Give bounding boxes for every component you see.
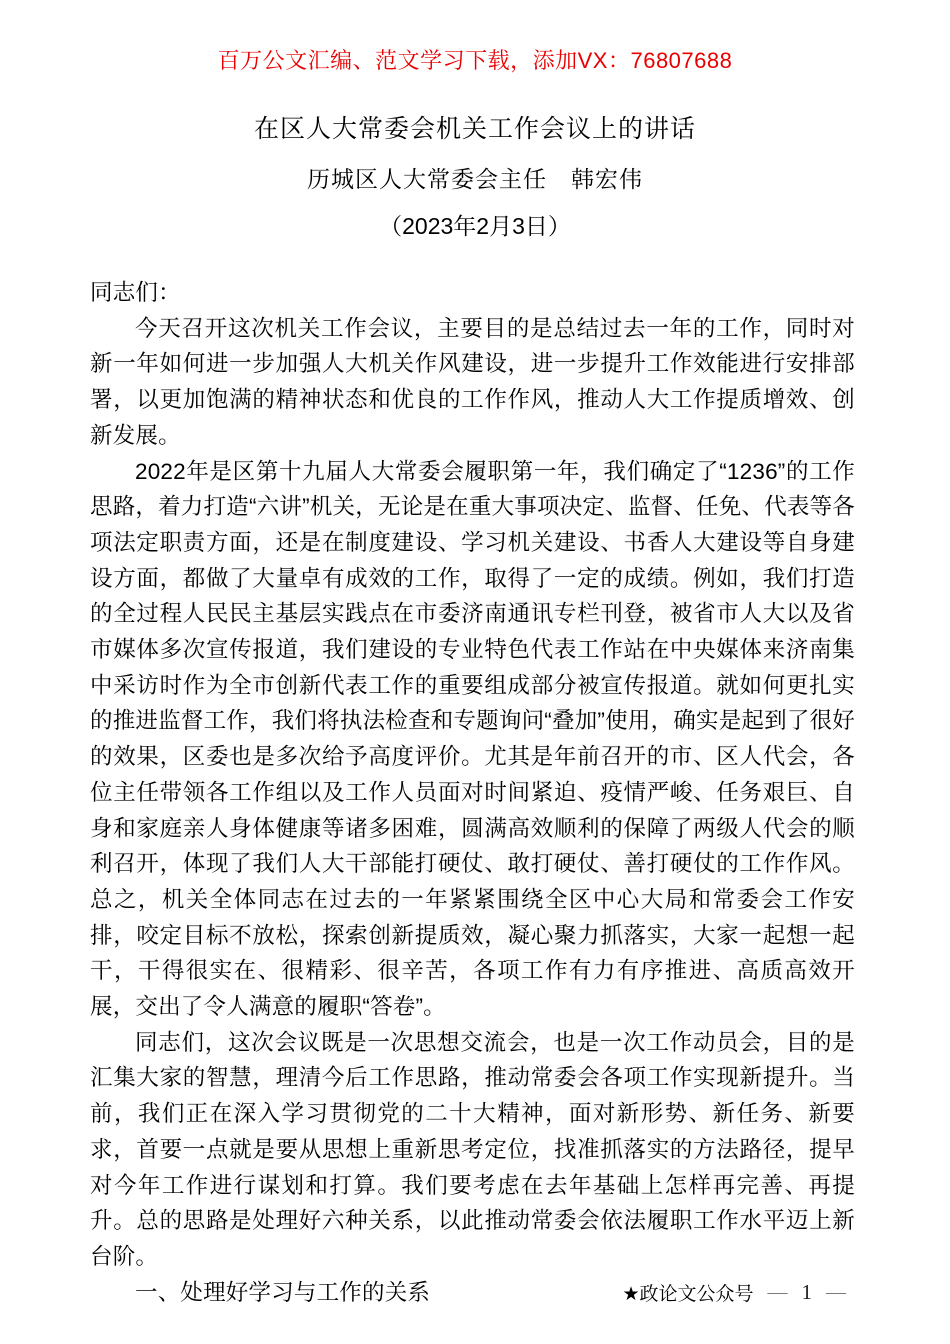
footer-dash-right: —: [826, 1281, 846, 1303]
section-heading: 一、处理好学习与工作的关系: [135, 1279, 431, 1305]
date-line: （2023年2月3日）: [379, 213, 571, 239]
paragraph-2: 2022年是区第十九届人大常委会履职第一年，我们确定了“1236”的工作思路，着力打造“六讲”机关，无论是在重大事项决定、监督、任免、代表等各项法定职责方面，还是在制度建设、学习机关建设、书香人大建设等自身建设方面，都做了大量卓有成效的工作，取得了一定的成绩。例如，我们打造的全过程人民民主基层实践点在市委济南通讯专栏刊登，被省市人大以及省市媒体多次宣传报道，我们建设的专业特色代表工作站在中央媒体来济南集中采访时作为全市创新代表工作的重要组成部分被宣传报道。就如何更扎实的推进监督工作，我们将执法检查和专题询问“叠加”使用，确实是起到了很好的效果，区委也是多次给予高度评价。尤其是年前召开的市、区人代会，各位主任带领各工作组以及工作人员面对时间紧迫、疫情严峻、任务艰巨、自身和家庭亲人身体健康等诸多困难，圆满高效顺利的保障了两级人代会的顺利召开，体现了我们人大干部能打硬仗、敢打硬仗、善打硬仗的工作作风。总之，机关全体同志在过去的一年紧紧围绕全区中心大局和常委会工作安排，咬定目标不放松，探索创新提质效，凝心聚力抓落实，大家一起想一起干，干得很实在、很精彩、很辛苦，各项工作有力有序推进、高质高效开展，交出了令人满意的履职“答卷”。: [90, 458, 855, 1020]
promo-notice: 百万公文汇编、范文学习下载，添加VX：76807688: [217, 48, 733, 73]
salutation: 同志们：: [90, 280, 181, 305]
speaker-line: 历城区人大常委会主任 韩宏伟: [307, 166, 643, 192]
document-title: 在区人大常委会机关工作会议上的讲话: [253, 115, 696, 143]
page-footer: [622, 1279, 846, 1306]
page-number: 1: [801, 1280, 812, 1304]
paragraph-3: 同志们，这次会议既是一次思想交流会，也是一次工作动员会，目的是汇集大家的智慧，理清今后工作思路，推动常委会各项工作实现新提升。当前，我们正在深入学习贯彻党的二十大精神，面对新形势、新任务、新要求，首要一点就是要从思想上重新思考定位，找准抓落实的方法路径，提早对今年工作进行谋划和打算。我们要考虑在去年基础上怎样再完善、再提升。总的思路是处理好六种关系，以此推动常委会依法履职工作水平迈上新台阶。: [90, 1029, 855, 1269]
document-body: [90, 275, 855, 1310]
footer-source-label: ★政论文公众号: [622, 1284, 754, 1305]
footer-dash-left: —: [767, 1281, 788, 1303]
paragraph-1: 今天召开这次机关工作会议，主要目的是总结过去一年的工作，同时对新一年如何进一步加强人大机关作风建设，进一步提升工作效能进行安排部署，以更加饱满的精神状态和优良的工作作风，推动人大工作提质增效、创新发展。: [90, 315, 855, 448]
